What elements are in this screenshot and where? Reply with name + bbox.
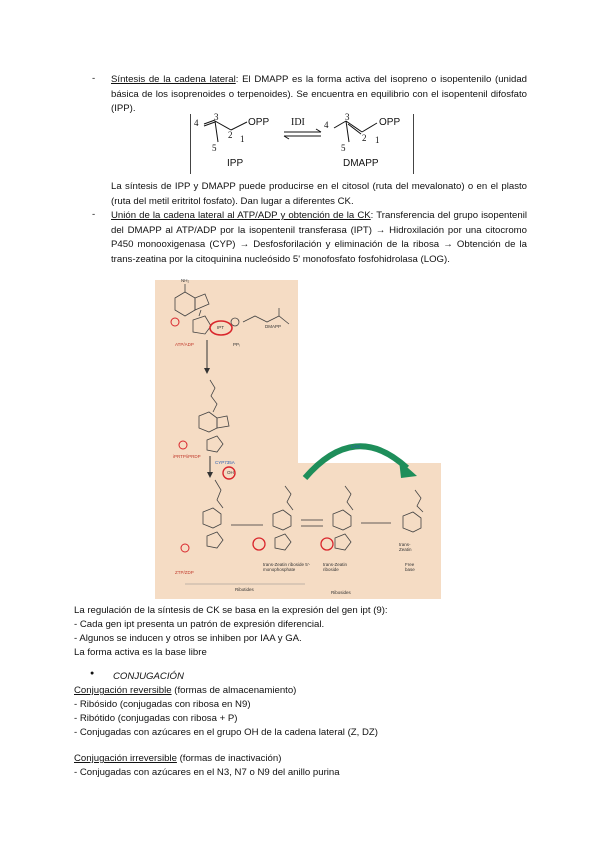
iprmp-structure — [199, 380, 229, 452]
ribotides-fig-label: Ribotides — [235, 587, 254, 592]
atp-adp-fig-label: ATP/ADP — [175, 342, 194, 347]
dmapp-fig-label: DMAPP — [265, 324, 282, 329]
idi-enzyme-label: IDI — [291, 117, 305, 128]
reversible-item: - Conjugadas con azúcares en el grupo OH de la cadena lateral (Z, DZ) — [74, 727, 378, 738]
free-base-fig-label: Free base — [405, 562, 415, 572]
reversible-note: (formas de almacenamiento) — [171, 685, 297, 696]
dmapp-chain — [243, 308, 289, 324]
conjugation-heading: CONJUGACIÓN — [113, 671, 184, 682]
dmapp-label: DMAPP — [343, 158, 379, 169]
log-arrowhead — [399, 460, 417, 478]
ipp-c4: 4 — [194, 118, 199, 128]
zribmp-fig-label: trans-Zeatin riboside 5'-monophosphate — [263, 562, 311, 572]
lower-structures — [203, 480, 423, 550]
ribosides-fig-label: Ribosides — [331, 590, 351, 595]
regulation-intro: La regulación de la síntesis de CK se basa en la expresión del gen ipt (9): — [74, 605, 388, 616]
attachment-title: Unión de la cadena lateral al ATP/ADP y obtención de la CK — [111, 210, 371, 221]
reversible-title: Conjugación reversible — [74, 685, 172, 696]
irreversible-title: Conjugación irreversible — [74, 753, 177, 764]
oh-fig-label: OH — [227, 470, 234, 475]
reaction-arrows — [231, 520, 391, 526]
bullet-dot: ● — [90, 670, 95, 677]
dmapp-phosphate-circle — [231, 318, 239, 326]
dmapp-c4: 4 — [324, 120, 329, 130]
log-arrow — [305, 446, 407, 478]
side-chain-title: Síntesis de la cadena lateral — [111, 74, 236, 85]
paragraph-side-chain-synthesis — [111, 73, 527, 117]
tz-fig-label: trans-Zeatin — [399, 542, 412, 552]
ipt-fig-label: IPT — [217, 325, 225, 330]
phosphate-circles-2 — [179, 441, 187, 449]
phosphate-circles-1 — [171, 318, 179, 326]
ipp-c3: 3 — [214, 112, 219, 122]
paragraph-side-chain-attachment — [111, 209, 527, 267]
riboside-circle — [321, 538, 333, 550]
ipt-arrowhead — [204, 368, 210, 374]
irreversible-note: (formas de inactivación) — [176, 753, 282, 764]
ipp-c1: 1 — [240, 134, 245, 144]
bullet-dash: - — [92, 209, 96, 220]
iprmp-fig-label: iPRTP/iPRDP — [173, 454, 201, 459]
ipp-opp-group: OPP — [248, 117, 270, 128]
dmapp-c5: 5 — [341, 143, 346, 153]
reversible-item: - Ribósido (conjugadas con ribosa en N9) — [74, 699, 251, 710]
phosphate-circles-3 — [181, 544, 189, 552]
ppi-fig-label: PPᵢ — [233, 342, 240, 347]
reversible-item: - Ribótido (conjugadas con ribosa + P) — [74, 713, 238, 724]
ipp-c2: 2 — [228, 130, 233, 140]
dmapp-c3: 3 — [345, 112, 350, 122]
active-form-note: La forma activa es la base libre — [74, 647, 207, 658]
ipp-dmapp-reaction — [190, 114, 414, 174]
nh2-label: NH₂ — [181, 278, 190, 283]
dmapp-c1: 1 — [375, 135, 380, 145]
pathway-figure-svg — [155, 280, 441, 600]
ipp-c5: 5 — [212, 143, 217, 153]
attachment-text: : Transferencia del grupo isopentenil del DMAPP al ATP/ADP por la isopentenil transferasa (IPT) → Hidroxilación por una citocromo P450 monooxigenasa (CYP) → Desfosforilación y eliminación de la ribosa → Obtención de la trans-zeatina por la citoquinina nucleósido 5' monofosfato fosfohidrolasa (LOG). — [111, 210, 527, 265]
log-fig-label: LOG — [351, 444, 361, 449]
dmapp-c2: 2 — [362, 133, 367, 143]
upper-adenine-structure — [175, 284, 211, 334]
ztp-fig-label: ZTP/ZDP — [175, 570, 194, 575]
side-chain-text: : El DMAPP es la forma activa del isopreno o isopentenilo (unidad básica de los isoprenoides o terpenoides). Se encuentra en equilibrio con el isopentenil difosfato (IPP). — [111, 74, 528, 115]
irreversible-heading — [74, 752, 534, 767]
dmapp-structure — [334, 121, 377, 142]
zrib-fig-label: trans-Zeatin riboside — [323, 562, 348, 572]
paragraph-ipp-dmapp-origin: La síntesis de IPP y DMAPP puede producirse en el citosol (ruta del mevalonato) o en el plasto (ruta del metil eritritol fosfato). Dan lugar a diferentes CK. — [111, 181, 527, 207]
dmapp-opp-group: OPP — [379, 117, 401, 128]
reversible-heading — [74, 684, 534, 699]
ipp-label: IPP — [227, 158, 244, 169]
ribotide-circle — [253, 538, 265, 550]
irreversible-item: - Conjugadas con azúcares en el N3, N7 o N9 del anillo purina — [74, 767, 340, 778]
regulation-item: - Cada gen ipt presenta un patrón de expresión diferencial. — [74, 619, 325, 630]
cyp-arrowhead — [207, 472, 213, 478]
cyp735a-fig-label: CYP735A — [215, 460, 235, 465]
regulation-item: - Algunos se inducen y otros se inhiben por IAA y GA. — [74, 633, 302, 644]
equilibrium-arrow — [284, 129, 321, 139]
bullet-dash: - — [92, 73, 96, 84]
